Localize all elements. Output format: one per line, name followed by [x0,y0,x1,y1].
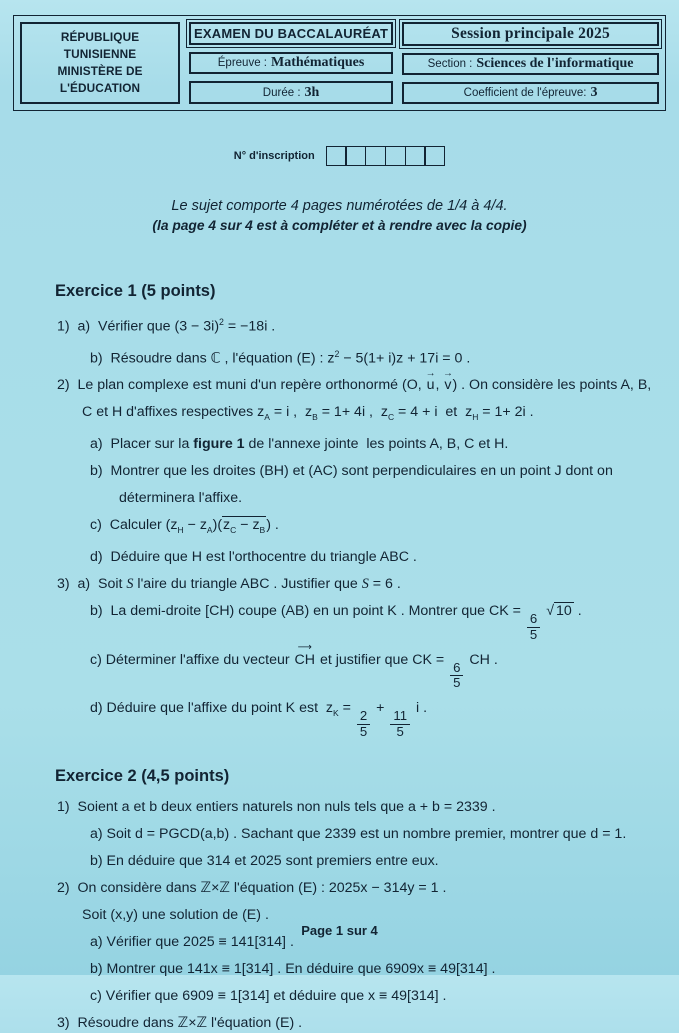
exercise-2-body [57,797,653,1033]
section-value: Sciences de l'informatique [476,56,634,71]
exercise-line: Soit (x,y) une solution de (E) . [82,906,269,923]
exercise-line: 1) a) Vérifier que $(3 - 3i)^2 = -18i$ . [57,317,276,335]
exercise-1 [0,282,679,740]
notice [0,197,679,235]
exercise-line: a) Soit d = PGCD(a,b) . Sachant que 2339 est un nombre premier, montrer que d = 1. [90,825,627,842]
exercise-line: C et H d'affixes respectives $z_A = i$ , $z_B = 1+ 4i$ , $z_C = 4 + i$ et $z_H = 1+ 2i$ . [82,404,534,423]
exercise-line: b) Montrer que 141x ≡ 1[314] . En déduire que 6909x ≡ 49[314] . [90,960,496,977]
exercise-line: b) Résoudre dans ℂ , l'équation (E) : $z^2 - 5(1+ i)z + 17i = 0$ . [90,348,471,367]
exercise-line: déterminera l'affixe. [119,490,243,507]
exercise-1-body [57,312,653,740]
institution-line1: RÉPUBLIQUE TUNISIENNE [60,30,140,61]
exercise-2-title: Exercice 2 (4,5 points) [55,766,230,785]
page-number: Page 1 sur 4 [301,923,378,938]
inscription-cell [365,146,386,166]
exercise-line: d) Déduire que l'affixe du point K est $z_K$ = $\frac{2}{5}$ + $\frac{11}{5}$ i . [90,700,428,739]
exam-header [13,15,666,111]
coefficient-box [402,82,659,104]
institution-line2: MINISTÈRE DE L'ÉDUCATION [57,64,143,95]
header-right-column [402,22,659,104]
scanned-exam-page [0,15,679,1031]
exam-title: EXAMEN DU BACCALAURÉAT [194,25,389,41]
exercise-line: b) En déduire que 314 et 2025 sont premiers entre eux. [90,852,439,869]
section-label: Section : [427,58,473,70]
coefficient-label: Coefficient de l'épreuve: [463,87,587,99]
epreuve-value: Mathématiques [271,55,365,70]
notice-line1: Le sujet comporte 4 pages numérotées de 1/4 à 4/4. [171,198,508,214]
section-box [402,53,659,75]
header-middle-column [189,22,393,104]
exercise-1-title: Exercice 1 (5 points) [55,282,216,300]
duree-box [189,81,393,104]
inscription-cell [405,146,426,166]
exercise-line: a) Vérifier que 2025 ≡ 141[314] . [90,933,294,950]
inscription-cell [345,146,366,166]
inscription-cell [326,146,347,166]
exercise-line: c) Déterminer l'affixe du vecteur ⟶ CH et justifier que CK = $\frac{6}{5}$ CH . [90,642,498,691]
exam-title-box [189,22,393,45]
epreuve-label: Épreuve : [217,57,267,69]
page-footer [0,923,679,938]
exercise-2 [0,767,679,1033]
notice-line2: (la page 4 sur 4 est à compléter et à rendre avec la copie) [152,218,527,233]
duree-value: 3h [304,84,320,100]
exercise-line: d) Déduire que H est l'orthocentre du triangle ABC . [90,549,417,566]
coefficient-value: 3 [590,85,598,100]
exercise-line: 3) Résoudre dans ℤ×ℤ l'équation (E) . [57,1014,303,1031]
inscription-cell [385,146,406,166]
session-title: Session principale 2025 [451,25,610,42]
exercise-line: 2) Le plan complexe est muni d'un repère orthonormé (O, → u, → v) . On considère les points A, B, [57,368,652,394]
epreuve-box [189,52,393,75]
exercise-line: b) La demi-droite [CH) coupe (AB) en un point K . Montrer que CK = $\frac{6}{5}$ √ 10 . [90,603,582,642]
exercise-line: c) Calculer $(z_H - z_A)(z_C - z_B)$ . [90,517,279,536]
inscription-row [0,146,679,166]
inscription-cells [326,146,446,166]
exercise-line: 3) a) Soit S l'aire du triangle ABC . Justifier que S = 6 . [57,576,401,593]
exercise-line: a) Placer sur la figure 1 de l'annexe jointe les points A, B, C et H. [90,436,509,453]
inscription-cell [424,146,445,166]
exercise-line: c) Vérifier que 6909 ≡ 1[314] et déduire que x ≡ 49[314] . [90,987,447,1004]
inscription-label: N° d'inscription [233,150,315,162]
exercise-line: 1) Soient a et b deux entiers naturels non nuls tels que a + b = 2339 . [57,798,496,815]
exercise-line: 2) On considère dans ℤ×ℤ l'équation (E) : 2025x − 314y = 1 . [57,879,447,896]
duree-label: Durée : [262,86,301,99]
session-box [402,22,659,46]
exercise-line: b) Montrer que les droites (BH) et (AC) sont perpendiculaires en un point J dont on [90,463,613,480]
institution-box [20,22,180,104]
